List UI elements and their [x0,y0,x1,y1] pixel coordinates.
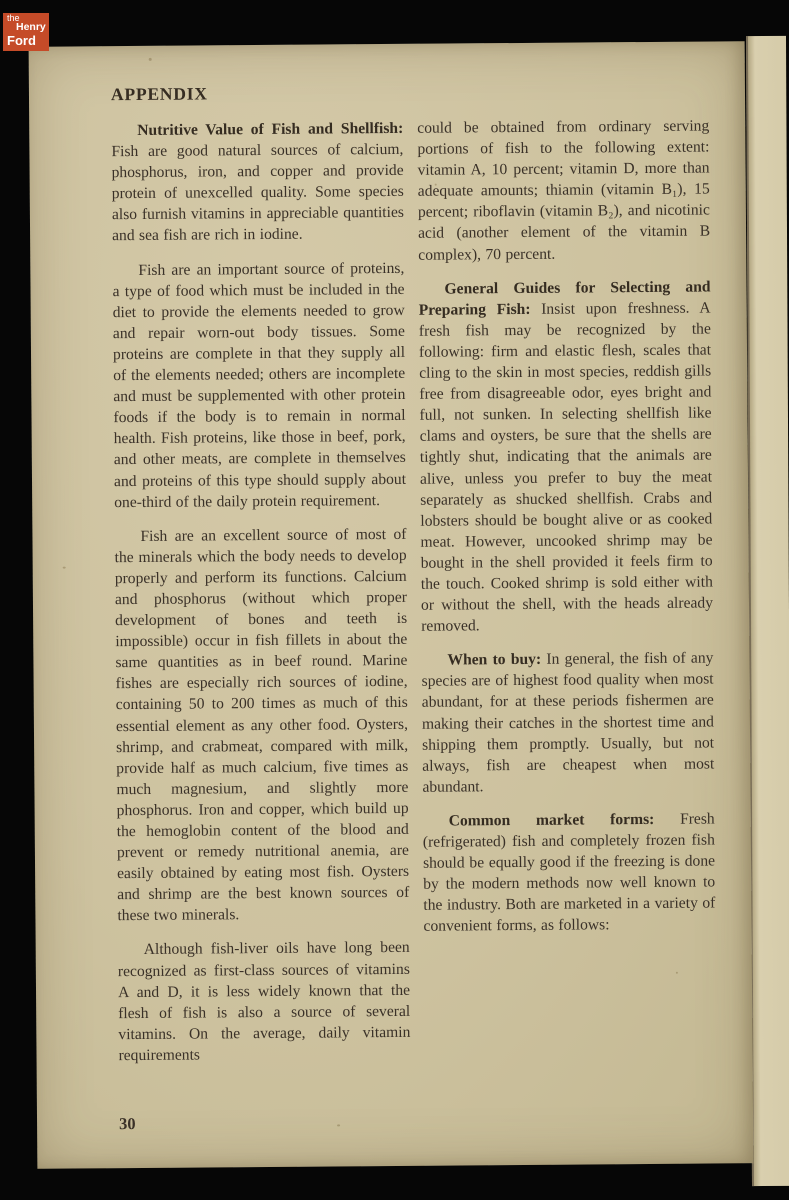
henry-ford-logo [3,13,49,51]
paragraph-lead: When to buy: [447,651,547,669]
logo-text-the: the [7,13,20,23]
paragraph-lead: Common market forms: [448,810,681,830]
paragraph: Fish are an excellent source of most of the minerals which the body needs to develop properly and perform its functions. Calcium and phosphorus (without which proper development of bones and teeth is impossible) occur in fish fillets in about the same quantities as in beef round. Marine fishes are especially rich sources of iodine, containing 50 to 200 times as much of this essential element as any other food. Oysters, shrimp, and crabmeat, compared with milk, provide half as much calcium, five times as much magnesium, and slightly more phosphorus. Iron and copper, which build up the hemoglobin content of the blood and prevent or remedy nutritional anemia, are easily obtained by eating most fish. Oysters and shrimp are the best known sources of these two minerals. [114,525,410,925]
paper-speck [149,58,152,61]
logo-text-ford: Ford [7,33,36,48]
column-left [111,118,411,1079]
next-page-edge [746,36,789,1186]
paper-speck [337,1124,340,1126]
paragraph: General Guides for Selecting and Preparing Fish: Insist upon freshness. A fresh fish may be recognized by the following: firm and elastic flesh, scales that cling to the skin in most species, reddish gills free from disagreeable odor, eyes bright and full, not sunken. In selecting shellfish like clams and oysters, be sure that the shells are tightly shut, indicating that the animals are alive, unless you prefer to buy the meat separately as shucked shellfish. Crabs and lobsters should be bought alive or as cooked meat. However, uncooked shrimp may be bought in the shell provided it feels firm to the touch. Cooked shrimp is sold either with or without the shell, with the heads already removed. [418,278,714,635]
paragraph: Although fish-liver oils have long been recognized as first-class sources of vitamins A and D, it is less widely known that the flesh of fish is also a source of several vitamins. On the average, daily vitamin requirements [117,939,411,1065]
text-columns [111,115,717,1079]
page-number: 30 [118,1114,136,1134]
paragraph-lead: Nutritive Value of Fish and Shellfish: [137,119,404,139]
paragraph: Nutritive Value of Fish and Shellfish: Fish are good natural sources of calcium, phosphorus, iron, and copper and provide protein of unexcelled quality. Some species also furnish vitamins in appreciable quantities and sea fish are rich in iodine. [111,119,404,245]
paragraph: Common market forms: Fresh (refrigerated) fish and completely frozen fish should be equally good if the freezing is done by the modern methods now well known to the industry. Both are marketed in a variety of convenient forms, as follows: [422,810,716,936]
paper-speck [676,972,678,974]
book-page [29,41,754,1169]
paragraph: Fish are an important source of proteins, a type of food which must be included in the diet to provide the elements needed to grow and repair worn-out body tissues. Some proteins are complete in that they supply all of the elements needed; others are incomplete and must be supplemented with other protein foods if the body is to remain in normal health. Fish proteins, like those in beef, pork, and other meats, are complete in themselves and proteins of this type should supply about one-third of the daily protein requirement. [112,259,407,511]
paragraph: When to buy: In general, the fish of any species are of highest food quality when most abundant, for at these periods fishermen are making their catches in the shortest time and shipping them promptly. Usually, but not always, fish are cheapest when most abundant. [421,649,715,796]
paper-speck [63,567,66,569]
paper-speck [435,184,437,186]
paragraph-lead: General Guides for Selecting and Preparing Fish: [418,278,711,319]
appendix-heading: APPENDIX [110,83,208,105]
logo-text-henry: Henry [16,21,46,33]
paragraph: could be obtained from ordinary serving portions of fish to the following extent: vitamin A, 10 percent; vitamin D, more than adequate amounts; thiamin (vitamin B₁), 15 percent; riboflavin (vitamin B₂), and nicotinic acid (another element of the vitamin B complex), 70 percent. [417,117,711,264]
column-right [417,115,717,1076]
